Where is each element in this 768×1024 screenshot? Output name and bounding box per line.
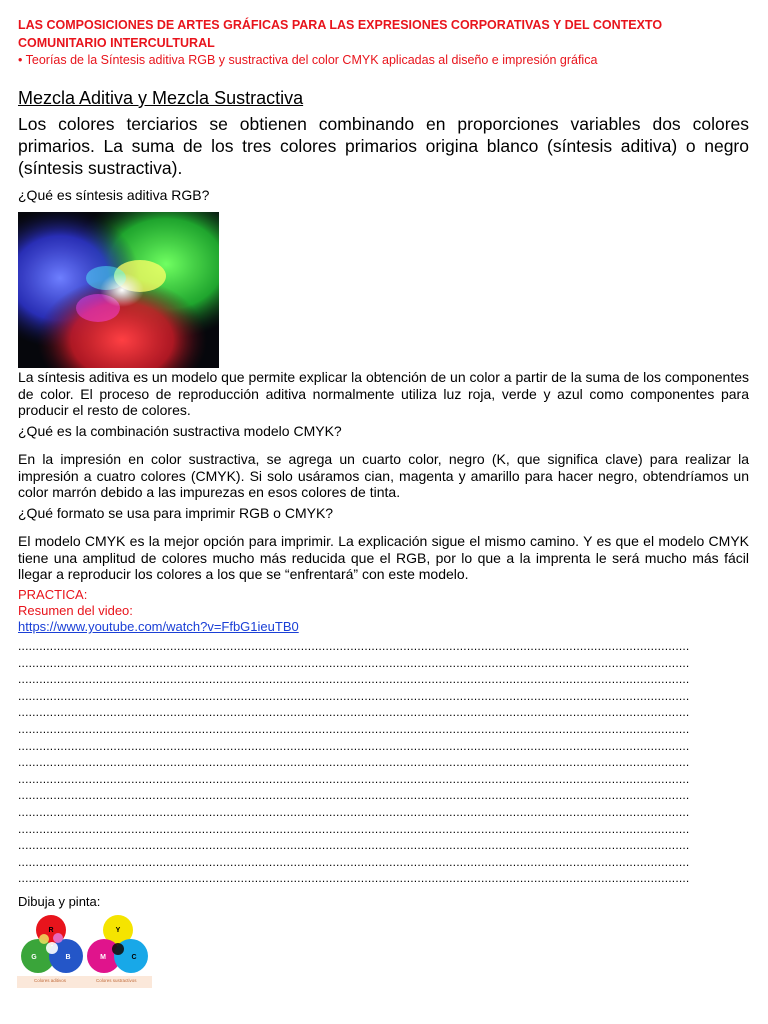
caption-additive: Colores aditivos [34, 978, 67, 983]
writing-line: .............................................................................................................................................................................................. [18, 688, 690, 703]
letter-m: M [100, 954, 106, 961]
document-title: LAS COMPOSICIONES DE ARTES GRÁFICAS PARA LAS EXPRESIONES CORPORATIVAS Y DEL CONTEXTO COMUNITARIO INTERCULTURAL [18, 18, 663, 50]
writing-line: .............................................................................................................................................................................................. [18, 804, 690, 819]
writing-line: .............................................................................................................................................................................................. [18, 821, 690, 836]
writing-line: .............................................................................................................................................................................................. [18, 755, 690, 770]
section-heading: Mezcla Aditiva y Mezcla Sustractiva [18, 88, 304, 108]
writing-line: .............................................................................................................................................................................................. [18, 788, 690, 803]
writing-line: .............................................................................................................................................................................................. [18, 871, 690, 886]
paragraph-format: El modelo CMYK es la mejor opción para imprimir. La explicación sigue el mismo camino. Y es que el modelo CMYK tiene una amplitud de colores mucho más reducida que el RGB, por lo que a la imprenta le será mucho más fácil llegar a reproducir los colores a los que se “enfrentará” con este modelo. [18, 533, 749, 582]
writing-line: .............................................................................................................................................................................................. [18, 672, 690, 687]
writing-line: .............................................................................................................................................................................................. [18, 705, 690, 720]
practice-label: PRACTICA: [18, 587, 88, 602]
writing-line: .............................................................................................................................................................................................. [18, 738, 690, 753]
draw-label: Dibuja y pinta: [18, 894, 101, 909]
letter-r: R [48, 927, 54, 934]
subtractive-circles [87, 915, 148, 973]
writing-line: .............................................................................................................................................................................................. [18, 854, 690, 869]
caption-subtractive: Colores sustractivos [96, 978, 137, 983]
writing-line: .............................................................................................................................................................................................. [18, 838, 690, 853]
question-rgb: ¿Qué es síntesis aditiva RGB? [18, 187, 210, 203]
paragraph-subtractive: En la impresión en color sustractiva, se agrega un cuarto color, negro (K, que significa clave) para realizar la impresión a cuatro colores (CMYK). Si solo usáramos cian, magenta y amarillo para hacer negro, obtendríamos un color marrón debido a las impurezas en esos colores de tinta. [18, 451, 749, 500]
paragraph-additive: La síntesis aditiva es un modelo que permite explicar la obtención de un color a partir de la suma de los componentes de color. El proceso de reproducción aditiva normalmente utiliza luz roja, verde y azul como componentes para producir el resto de colores. [18, 369, 749, 418]
writing-line: .............................................................................................................................................................................................. [18, 655, 690, 670]
video-summary-label: Resumen del video: [18, 603, 133, 618]
rgb-light-illustration [18, 212, 219, 368]
white-mix [100, 273, 144, 307]
additive-circles [21, 915, 83, 973]
rgb-light-photo [18, 212, 219, 368]
writing-line: .............................................................................................................................................................................................. [18, 771, 690, 786]
writing-line: .............................................................................................................................................................................................. [18, 639, 690, 653]
writing-line: .............................................................................................................................................................................................. [18, 721, 690, 736]
writing-lines[interactable] [18, 638, 748, 887]
letter-g: G [31, 954, 37, 961]
question-format: ¿Qué formato se usa para imprimir RGB o CMYK? [18, 505, 334, 521]
letter-b: B [65, 954, 71, 961]
letter-c: C [131, 954, 137, 961]
question-cmyk: ¿Qué es la combinación sustractiva modelo CMYK? [18, 423, 342, 439]
video-link[interactable]: https://www.youtube.com/watch?v=FfbG1ieuTB0 [18, 619, 299, 634]
subtitle-bullet: • Teorías de la Síntesis aditiva RGB y sustractiva del color CMYK aplicadas al diseño e impresión gráfica [18, 53, 598, 67]
letter-y: Y [115, 927, 121, 934]
intro-paragraph: Los colores terciarios se obtienen combinando en proporciones variables dos colores primarios. La suma de los tres colores primarios origina blanco (síntesis aditiva) o negro (síntesis sustractiva). [18, 114, 749, 178]
